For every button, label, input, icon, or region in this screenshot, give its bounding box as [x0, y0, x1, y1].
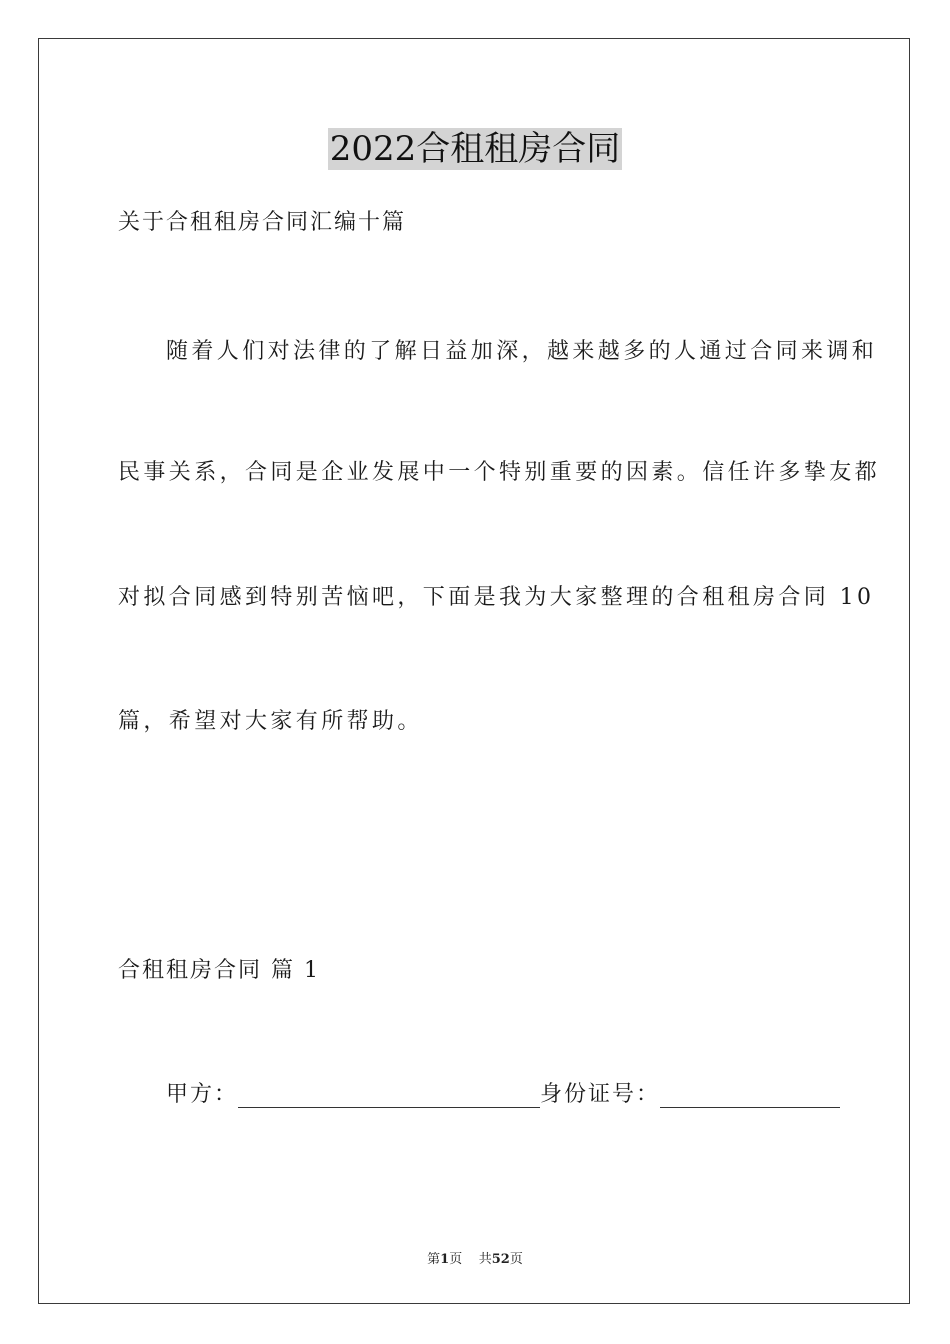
intro-line-3: 对拟合同感到特别苦恼吧，下面是我为大家整理的合租租房合同 10 [118, 585, 875, 610]
party-a-fields [166, 1080, 840, 1110]
id-number-label: 身份证号： [540, 1082, 661, 1107]
page-footer [0, 1248, 950, 1267]
footer-total-suffix: 页 [509, 1252, 523, 1267]
footer-page-number: 1 [440, 1252, 450, 1267]
footer-page-suffix: 页 [449, 1252, 463, 1267]
footer-total-prefix: 共 [478, 1252, 492, 1267]
footer-page-prefix: 第 [427, 1252, 441, 1267]
party-a-blank-line [238, 1083, 540, 1108]
section-heading: 合租租房合同 篇 1 [118, 958, 320, 983]
intro-line-1: 随着人们对法律的了解日益加深，越来越多的人通过合同来调和 [166, 339, 878, 364]
id-number-blank-line [660, 1083, 840, 1108]
title-container [0, 128, 950, 170]
footer-total-pages: 52 [491, 1252, 510, 1267]
intro-line-2: 民事关系，合同是企业发展中一个特别重要的因素。信任许多挚友都 [118, 460, 881, 485]
party-a-label: 甲方： [166, 1082, 239, 1107]
intro-line-4: 篇，希望对大家有所帮助。 [118, 709, 423, 734]
document-title: 2022合租租房合同 [329, 129, 621, 169]
document-subtitle: 关于合租租房合同汇编十篇 [118, 210, 407, 235]
